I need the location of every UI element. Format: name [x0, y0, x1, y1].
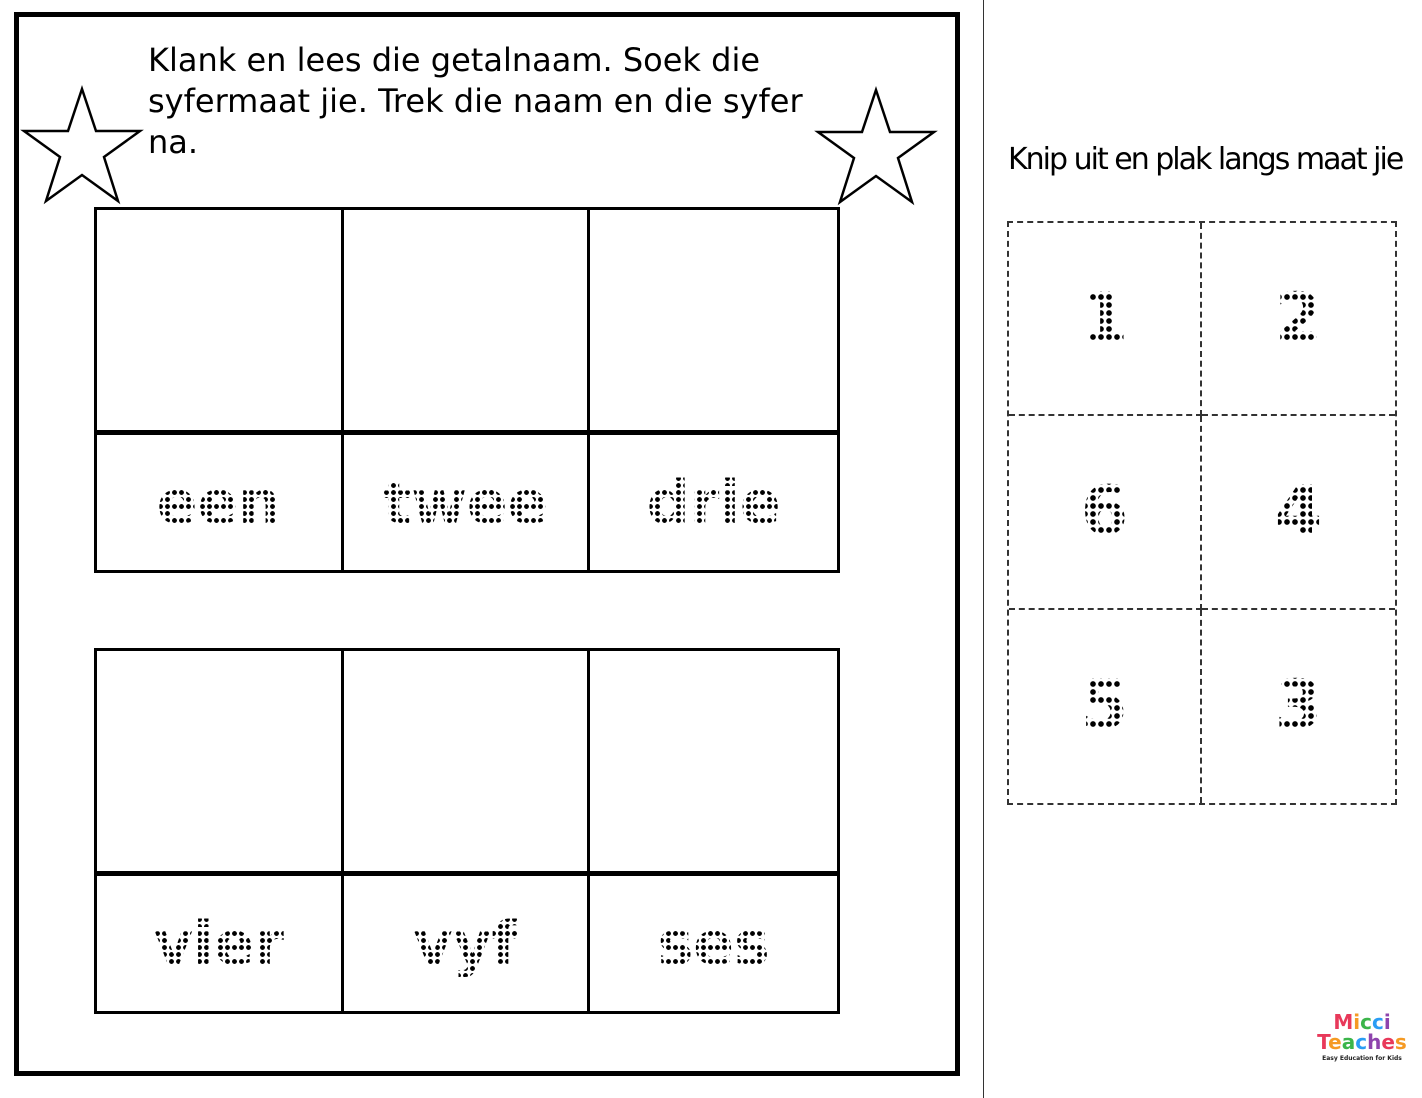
trace-digit: 6: [1080, 471, 1129, 551]
trace-word: een: [156, 467, 281, 538]
logo-letter: e: [1328, 1030, 1342, 1054]
logo-letter: h: [1367, 1030, 1382, 1054]
cutout-card[interactable]: [1009, 223, 1202, 416]
paste-box[interactable]: [97, 651, 344, 876]
logo-letter: M: [1333, 1010, 1354, 1034]
trace-digit: 3: [1274, 666, 1323, 746]
match-grid-top: [94, 207, 840, 573]
star-right-icon: [814, 86, 938, 210]
logo-letter: a: [1341, 1030, 1356, 1054]
word-cell: [344, 435, 591, 570]
logo-letter: i: [1383, 1010, 1391, 1034]
trace-word: vier: [153, 908, 284, 979]
brand-logo: [1312, 1012, 1412, 1062]
cutout-card[interactable]: [1202, 223, 1395, 416]
logo-letter: c: [1371, 1010, 1384, 1034]
trace-digit: 1: [1080, 278, 1129, 358]
cutout-card[interactable]: [1009, 610, 1202, 803]
trace-word: ses: [657, 908, 770, 979]
logo-line1: [1312, 1012, 1412, 1032]
trace-word: drie: [646, 467, 781, 538]
match-grid-bottom: [94, 648, 840, 1014]
logo-tagline: Easy Education for Kids: [1322, 1055, 1402, 1062]
word-cell: [344, 876, 591, 1011]
paste-box[interactable]: [590, 210, 837, 435]
trace-word: vyf: [413, 908, 518, 979]
paste-box[interactable]: [344, 651, 591, 876]
cutout-card[interactable]: [1202, 610, 1395, 803]
paste-box[interactable]: [344, 210, 591, 435]
logo-line2: [1312, 1032, 1412, 1052]
trace-digit: 5: [1080, 666, 1129, 746]
word-cell: [590, 435, 837, 570]
cutout-title: Knip uit en plak langs maat jie: [1008, 142, 1403, 177]
logo-letter: c: [1360, 1010, 1372, 1034]
cutout-grid: [1007, 221, 1397, 805]
star-left-icon: [20, 85, 144, 209]
word-cell: [97, 435, 344, 570]
logo-letter: T: [1317, 1030, 1329, 1054]
trace-digit: 4: [1274, 471, 1323, 551]
instructions: Klank en lees die getalnaam. Soek die syfermaat jie. Trek die naam en die syfer na.: [148, 41, 803, 161]
word-cell: [590, 876, 837, 1011]
trace-word: twee: [382, 467, 549, 538]
logo-letter: i: [1353, 1010, 1361, 1034]
word-cell: [97, 876, 344, 1011]
cutout-card[interactable]: [1202, 416, 1395, 609]
logo-letter: e: [1381, 1030, 1395, 1054]
logo-letter: c: [1355, 1030, 1368, 1054]
logo-letter: s: [1394, 1030, 1407, 1054]
paste-box[interactable]: [97, 210, 344, 435]
page-divider: [983, 0, 984, 1098]
paste-box[interactable]: [590, 651, 837, 876]
cutout-card[interactable]: [1009, 416, 1202, 609]
trace-digit: 2: [1274, 278, 1323, 358]
